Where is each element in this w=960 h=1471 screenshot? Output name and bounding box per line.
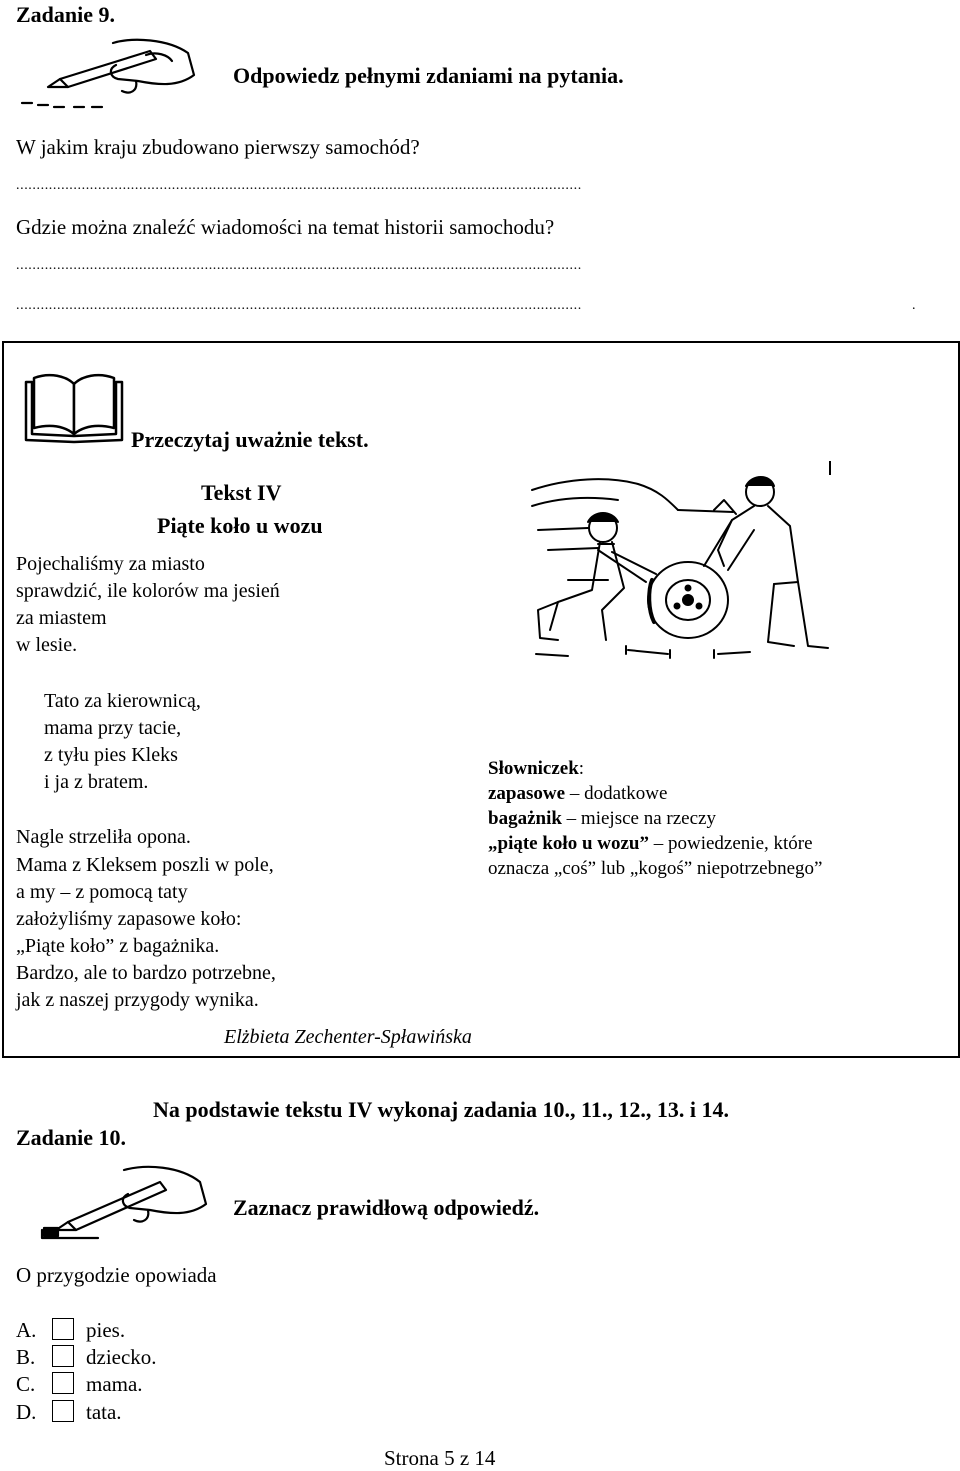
- glossary-colon: :: [578, 758, 585, 779]
- answer-line-2[interactable]: ..........................................................................................................................................: [16, 258, 582, 273]
- glossary-entry: [488, 833, 876, 855]
- answer-checkbox-c[interactable]: [52, 1372, 74, 1394]
- glossary-term: „piąte koło u wozu”: [488, 833, 649, 854]
- open-book-icon: [20, 370, 128, 448]
- poem-line: Pojechaliśmy za miasto: [16, 553, 205, 575]
- author: Elżbieta Zechenter-Spławińska: [224, 1026, 472, 1048]
- poem-line: jak z naszej przygody wynika.: [16, 989, 259, 1011]
- poem-title: Piąte koło u wozu: [157, 513, 323, 538]
- poem-line: w lesie.: [16, 634, 78, 656]
- poem-line: za miastem: [16, 607, 107, 629]
- page-number: Strona 5 z 14: [384, 1446, 496, 1470]
- glossary-entry: [488, 783, 667, 805]
- glossary-definition: – miejsce na rzeczy: [561, 808, 716, 829]
- glossary-definition: – powiedzenie, które: [649, 833, 813, 854]
- glossary-definition: – dodatkowe: [565, 783, 668, 804]
- question-1: W jakim kraju zbudowano pierwszy samochód?: [16, 135, 420, 159]
- option-letter: B.: [16, 1345, 36, 1369]
- poem-line: Tato za kierownicą,: [44, 690, 201, 712]
- option-text: mama.: [86, 1372, 143, 1396]
- question-2: Gdzie można znaleźć wiadomości na temat historii samochodu?: [16, 215, 555, 239]
- wheel-change-illustration: [528, 470, 840, 660]
- glossary-last-line: oznacza „coś” lub „kogoś” niepotrzebnego”: [488, 858, 823, 879]
- poem-line: Mama z Kleksem poszli w pole,: [16, 854, 274, 876]
- answer-checkbox-b[interactable]: [52, 1345, 74, 1367]
- answer-checkbox-d[interactable]: [52, 1400, 74, 1422]
- writing-hand-icon: [38, 1160, 218, 1240]
- option-letter: A.: [16, 1318, 37, 1342]
- option-text: pies.: [86, 1318, 126, 1342]
- glossary-title: Słowniczek: [488, 758, 579, 779]
- task10-question: O przygodzie opowiada: [16, 1263, 217, 1287]
- poem-line: mama przy tacie,: [44, 717, 182, 739]
- poem-line: a my – z pomocą taty: [16, 881, 188, 903]
- poem-line: sprawdzić, ile kolorów ma jesień: [16, 580, 280, 602]
- poem-line: i ja z bratem.: [44, 771, 149, 793]
- option-letter: D.: [16, 1400, 37, 1424]
- answer-line-1[interactable]: ..........................................................................................................................................: [16, 178, 582, 193]
- answer-checkbox-a[interactable]: [52, 1318, 74, 1340]
- option-text: tata.: [86, 1400, 122, 1424]
- reading-instruction: Przeczytaj uważnie tekst.: [131, 427, 369, 452]
- glossary-entry: [488, 808, 716, 830]
- writing-hand-icon: [18, 35, 198, 115]
- answer-line-3-end: .: [912, 298, 917, 313]
- poem-line: z tyłu pies Kleks: [44, 744, 178, 766]
- task10-title: Zadanie 10.: [16, 1125, 127, 1150]
- text-title: Tekst IV: [201, 480, 282, 505]
- divider-mark: [829, 461, 831, 475]
- task9-title: Zadanie 9.: [16, 2, 116, 27]
- option-text: dziecko.: [86, 1345, 157, 1369]
- task9-instruction: Odpowiedz pełnymi zdaniami na pytania.: [233, 63, 624, 88]
- answer-line-3[interactable]: ..........................................................................................................................................: [16, 298, 582, 313]
- glossary-term: zapasowe: [488, 783, 566, 804]
- glossary-term: bagażnik: [488, 808, 562, 829]
- poem-line: Nagle strzeliła opona.: [16, 826, 191, 848]
- task10-header: Na podstawie tekstu IV wykonaj zadania 10., 11., 12., 13. i 14.: [153, 1097, 729, 1122]
- poem-line: założyliśmy zapasowe koło:: [16, 908, 242, 930]
- poem-line: „Piąte koło” z bagażnika.: [16, 935, 220, 957]
- option-letter: C.: [16, 1372, 36, 1396]
- task10-instruction: Zaznacz prawidłową odpowiedź.: [233, 1195, 540, 1220]
- poem-line: Bardzo, ale to bardzo potrzebne,: [16, 962, 276, 984]
- glossary-title-line: [488, 758, 584, 780]
